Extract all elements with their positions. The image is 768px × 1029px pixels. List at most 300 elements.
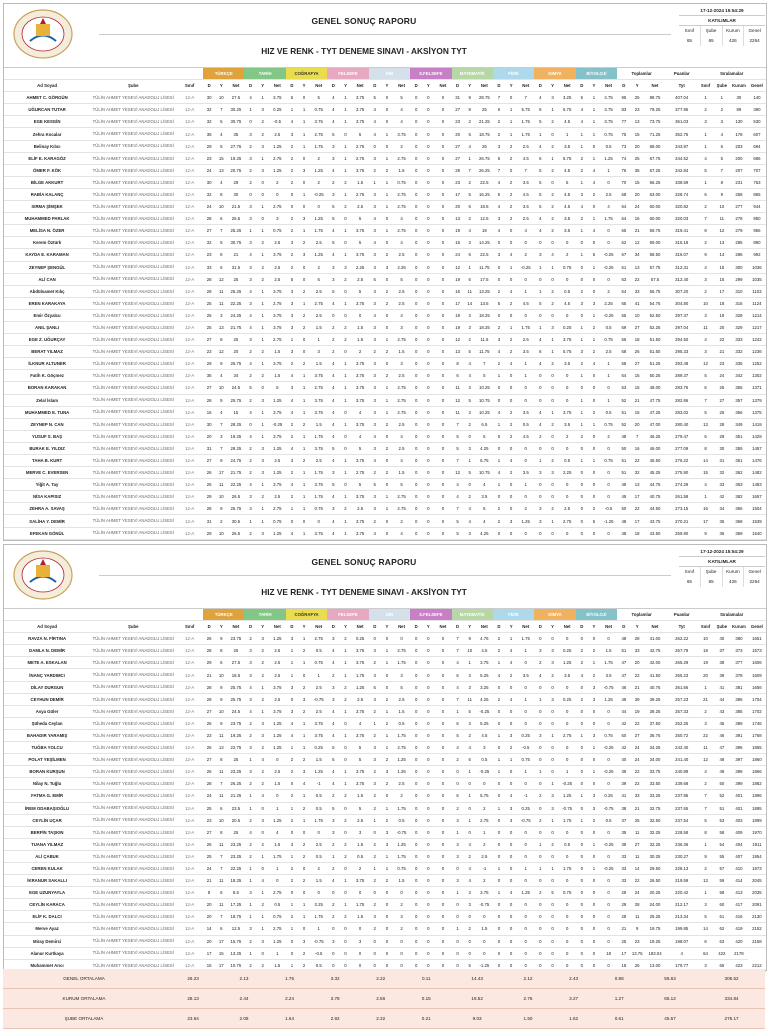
score-cell: 2 — [381, 875, 393, 887]
score-cell: 0 — [600, 225, 617, 237]
student-name: BORAN KURŞUN — [4, 766, 90, 778]
score-cell: 361 — [730, 455, 748, 467]
score-cell: 29.25 — [227, 442, 244, 454]
score-cell: 423 — [730, 959, 748, 971]
score-cell: 3 — [381, 261, 393, 273]
score-cell: 0 — [410, 92, 422, 104]
score-cell: 26 — [203, 838, 215, 850]
score-cell: 0 — [600, 442, 617, 454]
score-cell: 76 — [617, 164, 630, 176]
score-cell: 6 — [534, 104, 546, 116]
score-cell: 2 — [286, 152, 298, 164]
class-cell: 12-A — [176, 152, 203, 164]
score-cell: 6 — [452, 717, 464, 729]
score-cell: 280.40 — [666, 418, 697, 430]
score-cell: 0 — [493, 491, 505, 503]
score-cell: 1.75 — [310, 467, 327, 479]
score-cell: 9 — [464, 92, 476, 104]
score-cell: 0 — [546, 826, 558, 838]
score-cell: 0 — [534, 633, 546, 645]
score-cell: 4 — [327, 297, 339, 309]
score-cell: 0 — [434, 370, 451, 382]
score-cell: 21 — [203, 875, 215, 887]
score-cell: 0 — [410, 334, 422, 346]
class-cell: 12-A — [176, 297, 203, 309]
score-cell: 73 — [617, 140, 630, 152]
score-cell: 1 — [298, 394, 310, 406]
score-cell: 25 — [203, 802, 215, 814]
score-cell: 0 — [534, 717, 546, 729]
score-cell: 0 — [493, 261, 505, 273]
score-cell: 8 — [215, 249, 227, 261]
score-cell: 3.75 — [310, 406, 327, 418]
score-cell: 32 — [203, 237, 215, 249]
score-cell: 0 — [546, 479, 558, 491]
score-cell: 24 — [631, 201, 644, 213]
score-cell: 0 — [505, 838, 517, 850]
score-cell: 29 — [203, 657, 215, 669]
score-cell: 0 — [588, 467, 600, 479]
score-cell: 11 — [464, 693, 476, 705]
score-cell: 27 — [203, 705, 215, 717]
score-cell: 2 — [493, 693, 505, 705]
score-cell: 0 — [422, 334, 434, 346]
score-cell: 2.5 — [310, 681, 327, 693]
score-cell: 5 — [352, 479, 369, 491]
score-cell: -0.5 — [600, 503, 617, 515]
score-cell: 3 — [244, 645, 256, 657]
score-cell: 3.75 — [310, 729, 327, 741]
score-cell: 15 — [697, 467, 713, 479]
score-cell: 15 — [215, 947, 227, 959]
score-cell: 0 — [434, 515, 451, 527]
score-cell: 0 — [505, 503, 517, 515]
score-cell: 0 — [559, 875, 576, 887]
score-cell: 52 — [714, 790, 730, 802]
score-cell: 24.25 — [227, 309, 244, 321]
score-cell: 0 — [381, 104, 393, 116]
student-row — [4, 754, 766, 766]
score-cell: 0 — [517, 273, 534, 285]
student-name: EFEKAN GÖNÜL — [4, 527, 90, 539]
score-cell: 22.25 — [227, 479, 244, 491]
score-cell: 3 — [452, 850, 464, 862]
score-cell: 0 — [422, 802, 434, 814]
score-cell: 4 — [393, 430, 410, 442]
average-value: 18.52 — [449, 989, 505, 1009]
score-cell: 1 — [298, 406, 310, 418]
score-cell: 2 — [244, 850, 256, 862]
score-cell: 28 — [452, 164, 464, 176]
participation-col: Şube — [700, 567, 722, 577]
student-name: BERFİN TAŞKIN — [4, 826, 90, 838]
score-cell: 23.25 — [227, 766, 244, 778]
score-cell: 3 — [244, 128, 256, 140]
net-header: Net — [352, 80, 369, 92]
score-cell: 1 — [339, 370, 351, 382]
score-cell: 1 — [298, 297, 310, 309]
score-cell: 0 — [559, 935, 576, 947]
student-name: ANIL ŞANLI — [4, 321, 90, 333]
score-cell: 990 — [748, 237, 766, 249]
score-cell: 0 — [381, 669, 393, 681]
score-cell: 0 — [410, 297, 422, 309]
score-cell: 1 — [257, 406, 269, 418]
score-cell: 2 — [298, 850, 310, 862]
score-cell: 4 — [244, 321, 256, 333]
score-cell: 23.25 — [227, 850, 244, 862]
score-cell: -0.75 — [310, 935, 327, 947]
score-cell: 4 — [327, 116, 339, 128]
score-cell: 0.5 — [600, 140, 617, 152]
score-cell: 24 — [203, 862, 215, 874]
class-cell: 12-A — [176, 766, 203, 778]
score-cell: 0 — [410, 164, 422, 176]
score-cell: 2 — [286, 225, 298, 237]
y-header: Y — [298, 621, 310, 633]
score-cell: 2 — [505, 176, 517, 188]
score-cell: 21 — [697, 693, 713, 705]
score-cell: 2 — [464, 729, 476, 741]
score-cell: 4 — [505, 887, 517, 899]
score-cell: 53 — [617, 382, 630, 394]
score-cell: 7 — [697, 394, 713, 406]
score-cell: 0 — [493, 923, 505, 935]
score-cell: 14 — [464, 297, 476, 309]
student-name: MUHAMMED PARLAK — [4, 213, 90, 225]
score-cell: 0 — [422, 394, 434, 406]
score-cell: 44.50 — [644, 503, 666, 515]
score-cell: 1 — [381, 705, 393, 717]
score-cell: 257.33 — [666, 705, 697, 717]
score-cell: 60.00 — [644, 201, 666, 213]
score-cell: 48 — [617, 633, 630, 645]
student-row — [4, 176, 766, 188]
score-cell: 3.75 — [352, 382, 369, 394]
score-cell: 1.5 — [352, 838, 369, 850]
score-cell: 5.75 — [559, 346, 576, 358]
score-cell: 1.5 — [352, 321, 369, 333]
score-cell: 2 — [327, 899, 339, 911]
score-cell: 0 — [434, 201, 451, 213]
score-cell: 0 — [588, 887, 600, 899]
score-cell: 0 — [381, 899, 393, 911]
score-cell: 0 — [546, 633, 558, 645]
score-cell: 342.84 — [666, 164, 697, 176]
d-header: D — [410, 80, 422, 92]
score-cell: 2.75 — [476, 814, 493, 826]
score-cell: 2 — [257, 261, 269, 273]
score-cell: 48 — [617, 430, 630, 442]
score-cell: 1 — [257, 705, 269, 717]
school-branch: TÜLİN AHMET YESEVİ ANADOLU LİSESİ — [90, 850, 176, 862]
score-cell: 4 — [286, 394, 298, 406]
score-cell: 1.5 — [310, 875, 327, 887]
score-cell: 39.25 — [644, 693, 666, 705]
score-cell: 2 — [298, 309, 310, 321]
score-cell: 1 — [464, 657, 476, 669]
score-cell: 0 — [576, 633, 588, 645]
score-cell: 237.54 — [666, 814, 697, 826]
student-row — [4, 645, 766, 657]
score-cell: 1.25 — [559, 790, 576, 802]
score-cell: 0 — [576, 766, 588, 778]
score-cell: 25 — [203, 479, 215, 491]
score-cell: 1 — [576, 406, 588, 418]
score-cell: 1 — [244, 515, 256, 527]
score-cell: 2 — [257, 346, 269, 358]
score-cell: 1539 — [748, 515, 766, 527]
average-value: 0.21 — [403, 1009, 449, 1029]
score-cell: 54.75 — [644, 297, 666, 309]
score-cell: 2 — [697, 862, 713, 874]
score-cell: 2 — [559, 430, 576, 442]
score-cell: 1 — [534, 838, 546, 850]
score-cell: 12 — [631, 237, 644, 249]
score-cell: 29 — [714, 430, 730, 442]
score-cell: 1 — [244, 875, 256, 887]
score-cell: 944 — [748, 201, 766, 213]
score-cell: 0 — [576, 273, 588, 285]
score-cell: 6 — [452, 669, 464, 681]
score-cell: 390 — [748, 104, 766, 116]
score-cell: 230.27 — [666, 850, 697, 862]
score-cell: 0 — [434, 947, 451, 959]
score-cell: 377 — [730, 657, 748, 669]
score-cell: 686 — [748, 152, 766, 164]
score-cell: 0 — [464, 430, 476, 442]
score-cell: -0.75 — [600, 802, 617, 814]
class-cell: 12-A — [176, 790, 203, 802]
score-cell: 1.5 — [352, 334, 369, 346]
score-cell: 1 — [697, 176, 713, 188]
score-cell: 67.75 — [644, 152, 666, 164]
score-cell: 2.5 — [517, 140, 534, 152]
class-cell: 12-A — [176, 669, 203, 681]
score-cell: 0 — [298, 261, 310, 273]
school-branch: TÜLİN AHMET YESEVİ ANADOLU LİSESİ — [90, 754, 176, 766]
score-cell: 3 — [257, 935, 269, 947]
rank-col-header: Sınıf — [697, 621, 713, 633]
score-cell: -0.75 — [559, 802, 576, 814]
score-cell: 7 — [215, 104, 227, 116]
score-cell: 2 — [327, 838, 339, 850]
score-cell: 2 — [244, 959, 256, 971]
score-cell: 25 — [631, 814, 644, 826]
score-cell: 37.50 — [644, 717, 666, 729]
score-cell: 3 — [369, 645, 381, 657]
score-cell: 0 — [559, 899, 576, 911]
student-row — [4, 729, 766, 741]
score-cell: 58 — [714, 887, 730, 899]
score-cell: 0 — [434, 503, 451, 515]
score-cell: 0 — [434, 693, 451, 705]
score-cell: 1 — [339, 657, 351, 669]
score-cell: -1.25 — [476, 959, 493, 971]
score-cell: 363 — [730, 479, 748, 491]
score-cell: 0 — [422, 527, 434, 539]
score-cell: 5 — [559, 176, 576, 188]
score-cell: 1 — [339, 778, 351, 790]
score-cell: 51 — [617, 467, 630, 479]
score-cell: 1 — [286, 104, 298, 116]
score-cell: 0 — [534, 959, 546, 971]
score-cell: 0 — [422, 309, 434, 321]
score-cell: 0 — [339, 128, 351, 140]
score-cell: 5 — [493, 297, 505, 309]
score-cell: 3 — [576, 188, 588, 200]
student-name: NİSA KAPISIZ — [4, 491, 90, 503]
score-cell: 4 — [327, 406, 339, 418]
score-cell: 39 — [617, 838, 630, 850]
score-cell: 4 — [534, 334, 546, 346]
score-cell: 1 — [286, 959, 298, 971]
score-cell: 3 — [369, 297, 381, 309]
score-cell: 2 — [298, 947, 310, 959]
score-cell: 18.25 — [476, 321, 493, 333]
score-cell: 0 — [588, 959, 600, 971]
score-cell: 1 — [298, 225, 310, 237]
score-cell: 1 — [381, 657, 393, 669]
average-value: 2.44 — [221, 989, 267, 1009]
score-cell: 0 — [546, 959, 558, 971]
score-cell: 351 — [730, 430, 748, 442]
score-cell: 0 — [576, 515, 588, 527]
score-cell: 3 — [493, 213, 505, 225]
score-cell: 3 — [393, 911, 410, 923]
score-cell: 1 — [298, 814, 310, 826]
score-cell: 0 — [352, 923, 369, 935]
score-cell: 33 — [617, 850, 630, 862]
average-row — [3, 989, 765, 1009]
score-cell: 2 — [505, 430, 517, 442]
score-cell: 5 — [327, 213, 339, 225]
score-cell: 3 — [381, 766, 393, 778]
score-cell: 27 — [631, 729, 644, 741]
score-cell: 23.5 — [227, 802, 244, 814]
score-cell: 2045 — [748, 875, 766, 887]
score-cell: 0 — [422, 503, 434, 515]
score-cell: 2.75 — [310, 128, 327, 140]
score-cell: 22 — [631, 875, 644, 887]
score-cell: 1.5 — [352, 911, 369, 923]
participation-box — [679, 548, 765, 587]
score-cell: 3 — [298, 164, 310, 176]
score-cell: -0.25 — [600, 249, 617, 261]
score-cell: 5 — [697, 814, 713, 826]
y-header: Y — [464, 80, 476, 92]
score-cell: 3 — [452, 875, 464, 887]
student-name: Abdülsamet Kılıç — [4, 285, 90, 297]
score-cell: 3 — [493, 140, 505, 152]
score-cell: 3.75 — [352, 527, 369, 539]
student-row — [4, 862, 766, 874]
score-cell: 0 — [339, 826, 351, 838]
student-name: YUSUF S. BAŞ — [4, 430, 90, 442]
score-cell: 2 — [381, 467, 393, 479]
score-cell: 0 — [410, 681, 422, 693]
score-cell: 2 — [546, 116, 558, 128]
school-branch: TÜLİN AHMET YESEVİ ANADOLU LİSESİ — [90, 645, 176, 657]
score-cell: 2 — [369, 923, 381, 935]
score-cell: 0 — [339, 442, 351, 454]
school-branch: TÜLİN AHMET YESEVİ ANADOLU LİSESİ — [90, 152, 176, 164]
score-cell: 2 — [534, 430, 546, 442]
score-cell: 25.25 — [227, 225, 244, 237]
score-cell: 35 — [227, 128, 244, 140]
score-cell: 3 — [369, 188, 381, 200]
score-cell: -1.25 — [600, 515, 617, 527]
score-cell: 2 — [310, 152, 327, 164]
score-cell: 4 — [327, 358, 339, 370]
score-cell: 1 — [546, 862, 558, 874]
score-cell: 12 — [452, 334, 464, 346]
score-cell: 0 — [339, 947, 351, 959]
score-cell: 37 — [714, 645, 730, 657]
score-cell: 3.75 — [352, 455, 369, 467]
score-cell: 5 — [452, 442, 464, 454]
score-cell: 11 — [697, 321, 713, 333]
participation-box — [679, 7, 765, 46]
score-cell: 1419 — [748, 418, 766, 430]
score-cell: 0 — [434, 479, 451, 491]
score-cell: 3.25 — [559, 92, 576, 104]
score-cell: 4 — [352, 717, 369, 729]
score-cell: 0 — [476, 778, 493, 790]
score-cell: 5 — [588, 515, 600, 527]
score-cell: 0 — [410, 406, 422, 418]
score-cell: 3.25 — [476, 681, 493, 693]
score-cell: 0 — [393, 935, 410, 947]
score-cell: 4 — [493, 201, 505, 213]
score-cell: 43.50 — [644, 527, 666, 539]
class-col-header: Sınıf — [176, 621, 203, 633]
score-cell: 0 — [576, 802, 588, 814]
student-name: DAMLA N. DEMİR — [4, 645, 90, 657]
score-cell: 3 — [546, 802, 558, 814]
score-cell: 0.5 — [559, 285, 576, 297]
score-cell: 2 — [298, 959, 310, 971]
score-cell: 0 — [369, 935, 381, 947]
score-cell: 5 — [464, 467, 476, 479]
score-cell: 237.85 — [666, 790, 697, 802]
score-cell: 2 — [286, 140, 298, 152]
score-cell: 403 — [730, 814, 748, 826]
score-cell: 0 — [434, 790, 451, 802]
score-cell: 45.25 — [644, 467, 666, 479]
score-cell: 4 — [327, 645, 339, 657]
score-cell: 3 — [588, 802, 600, 814]
subject-header: COĞRAFYA — [286, 609, 327, 621]
score-cell: 1 — [697, 128, 713, 140]
score-cell: 2178 — [730, 947, 748, 959]
score-cell: 0 — [576, 261, 588, 273]
score-cell: 1.25 — [393, 754, 410, 766]
score-cell: 0.25 — [310, 742, 327, 754]
score-cell: 55 — [714, 850, 730, 862]
score-cell: 1 — [588, 104, 600, 116]
score-cell: 2.75 — [559, 515, 576, 527]
net-header: Net — [269, 621, 286, 633]
score-cell: 4 — [697, 479, 713, 491]
score-cell: 0 — [381, 213, 393, 225]
score-cell: 4 — [452, 742, 464, 754]
score-cell: 3 — [257, 442, 269, 454]
score-cell: 0 — [422, 382, 434, 394]
score-cell: 0 — [381, 911, 393, 923]
score-cell: 3 — [327, 633, 339, 645]
score-cell: 0 — [588, 923, 600, 935]
